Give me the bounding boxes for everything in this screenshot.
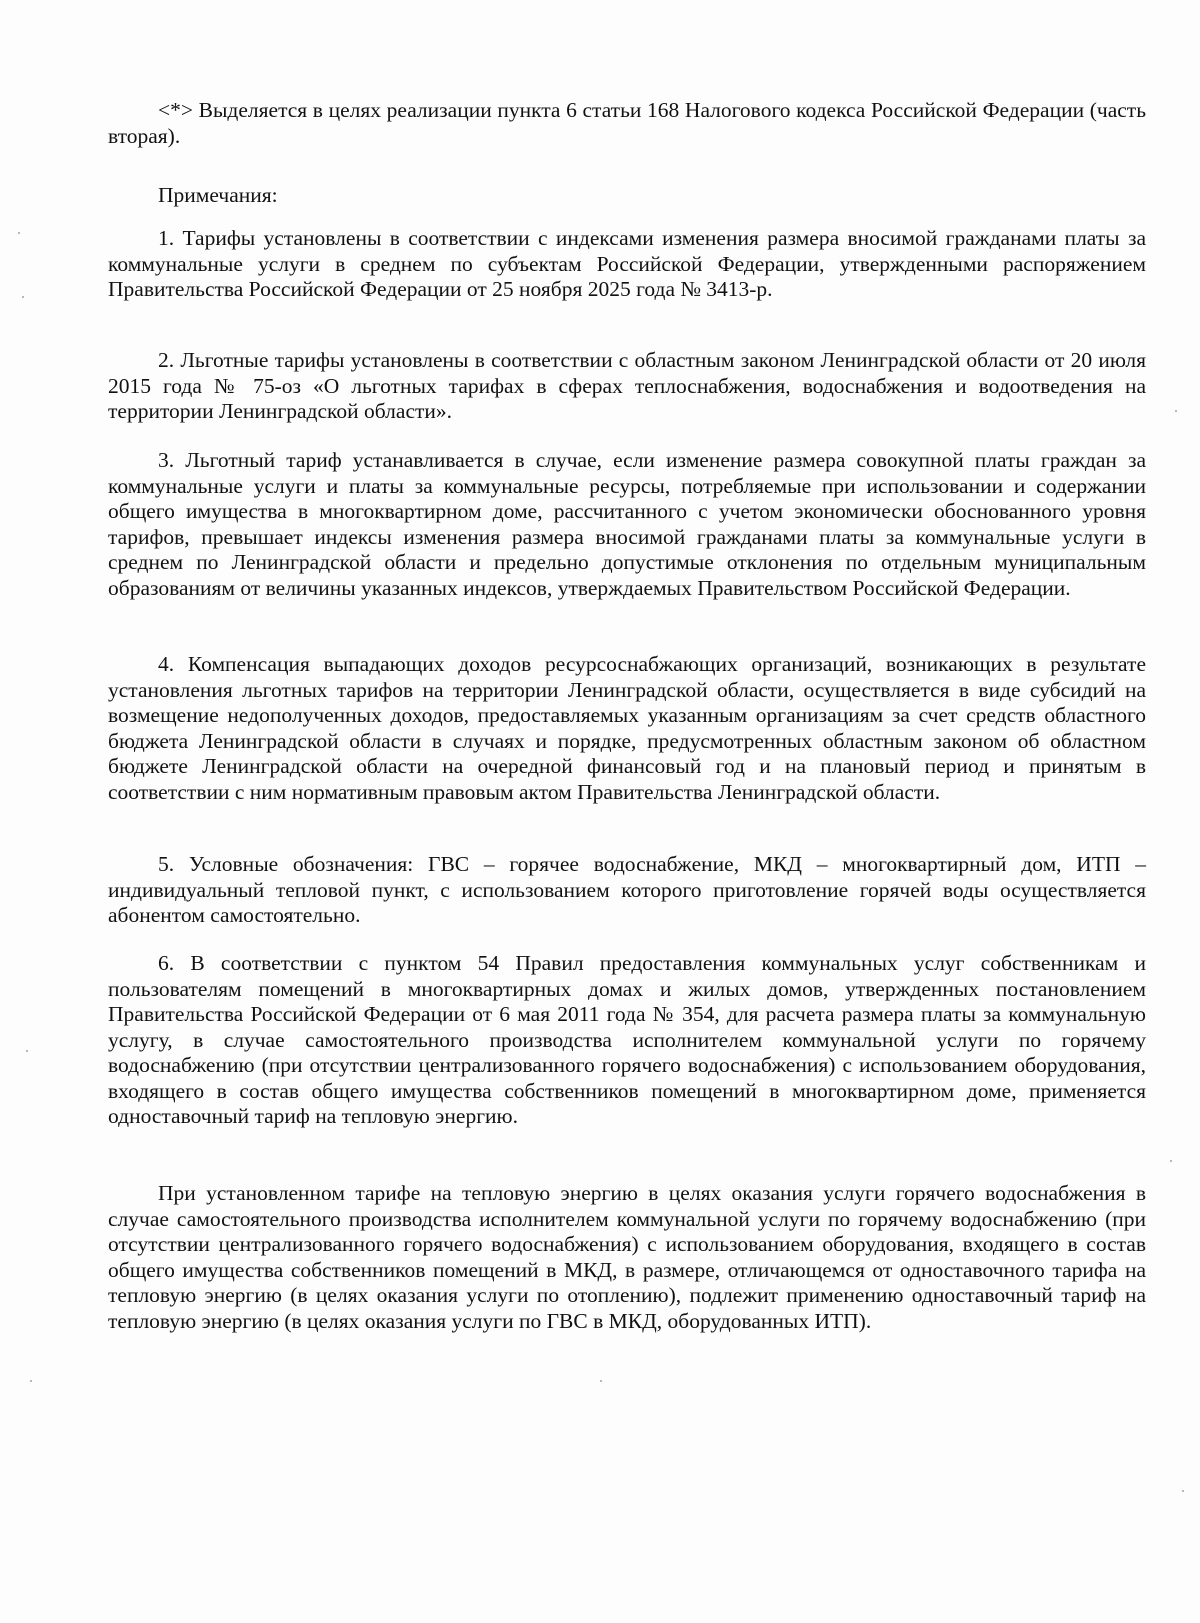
scan-speck [18, 232, 20, 234]
footnote-paragraph: <*> Выделяется в целях реализации пункта 6 статьи 168 Налогового кодекса Российской Федерации (часть вторая). [108, 98, 1146, 148]
scan-speck [1182, 1490, 1184, 1492]
scan-speck [30, 1380, 32, 1382]
note-5-paragraph: 5. Условные обозначения: ГВС – горячее водоснабжение, МКД – многоквартирный дом, ИТП – индивидуальный тепловой пункт, с использованием которого приготовление горячей воды осуществляется абонентом самостоятельно. [108, 852, 1146, 927]
note-1-paragraph: 1. Тарифы установлены в соответствии с индексами изменения размера вносимой гражданами платы за коммунальные услуги в среднем по субъектам Российской Федерации, утвержденными распоряжением Правительства Российской Федерации от 25 ноября 2025 года № 3413-р. [108, 226, 1146, 301]
scan-speck [600, 1380, 602, 1382]
scan-speck [22, 296, 24, 298]
scan-speck [1170, 1160, 1172, 1162]
notes-heading: Примечания: [158, 183, 278, 207]
note-2-paragraph: 2. Льготные тарифы установлены в соответствии с областным законом Ленинградской области от 20 июля 2015 года № 75-оз «О льготных тарифах в сферах теплоснабжения, водоснабжения и водоотведения на территории Ленинградской области». [108, 348, 1146, 423]
scan-speck [26, 1050, 28, 1052]
note-3-paragraph: 3. Льготный тариф устанавливается в случае, если изменение размера совокупной платы граждан за коммунальные услуги и платы за коммунальные ресурсы, потребляемые при использовании и содержании общего имущества в многоквартирном доме, рассчитанного с учетом экономически обоснованного уровня тарифов, превышает индексы изменения размера вносимой гражданами платы за коммунальные услуги в среднем по Ленинградской области и предельно допустимые отклонения по отдельным муниципальным образованиям от величины указанных индексов, утверждаемых Правительством Российской Федерации. [108, 448, 1146, 600]
note-4-paragraph: 4. Компенсация выпадающих доходов ресурсоснабжающих организаций, возникающих в результате установления льготных тарифов на территории Ленинградской области, осуществляется в виде субсидий на возмещение недополученных доходов, предоставляемых указанным организациям за счет средств областного бюджета Ленинградской области в случаях и порядке, предусмотренных областным законом об областном бюджете Ленинградской области на очередной финансовый год и на плановый период и принятым в соответствии с ним нормативным правовым актом Правительства Ленинградской области. [108, 652, 1146, 804]
note-6-continuation-paragraph: При установленном тарифе на тепловую энергию в целях оказания услуги горячего водоснабжения в случае самостоятельного производства исполнителем коммунальной услуги по горячему водоснабжению (при отсутствии централизованного горячего водоснабжения) с использованием оборудования, входящего в состав общего имущества собственников помещений в МКД, в размере, отличающемся от одноставочного тарифа на тепловую энергию (в целях оказания услуги по отоплению), подлежит применению одноставочный тариф на тепловую энергию (в целях оказания услуги по ГВС в МКД, оборудованных ИТП). [108, 1181, 1146, 1333]
scan-speck [1175, 410, 1177, 412]
note-6-paragraph: 6. В соответствии с пунктом 54 Правил предоставления коммунальных услуг собственникам и пользователям помещений в многоквартирных домах и жилых домов, утвержденных постановлением Правительства Российской Федерации от 6 мая 2011 года № 354, для расчета размера платы за коммунальную услугу, в случае самостоятельного производства исполнителем коммунальной услуги по горячему водоснабжению (при отсутствии централизованного горячего водоснабжения) с использованием оборудования, входящего в состав общего имущества собственников помещений в многоквартирном доме, применяется одноставочный тариф на тепловую энергию. [108, 951, 1146, 1128]
